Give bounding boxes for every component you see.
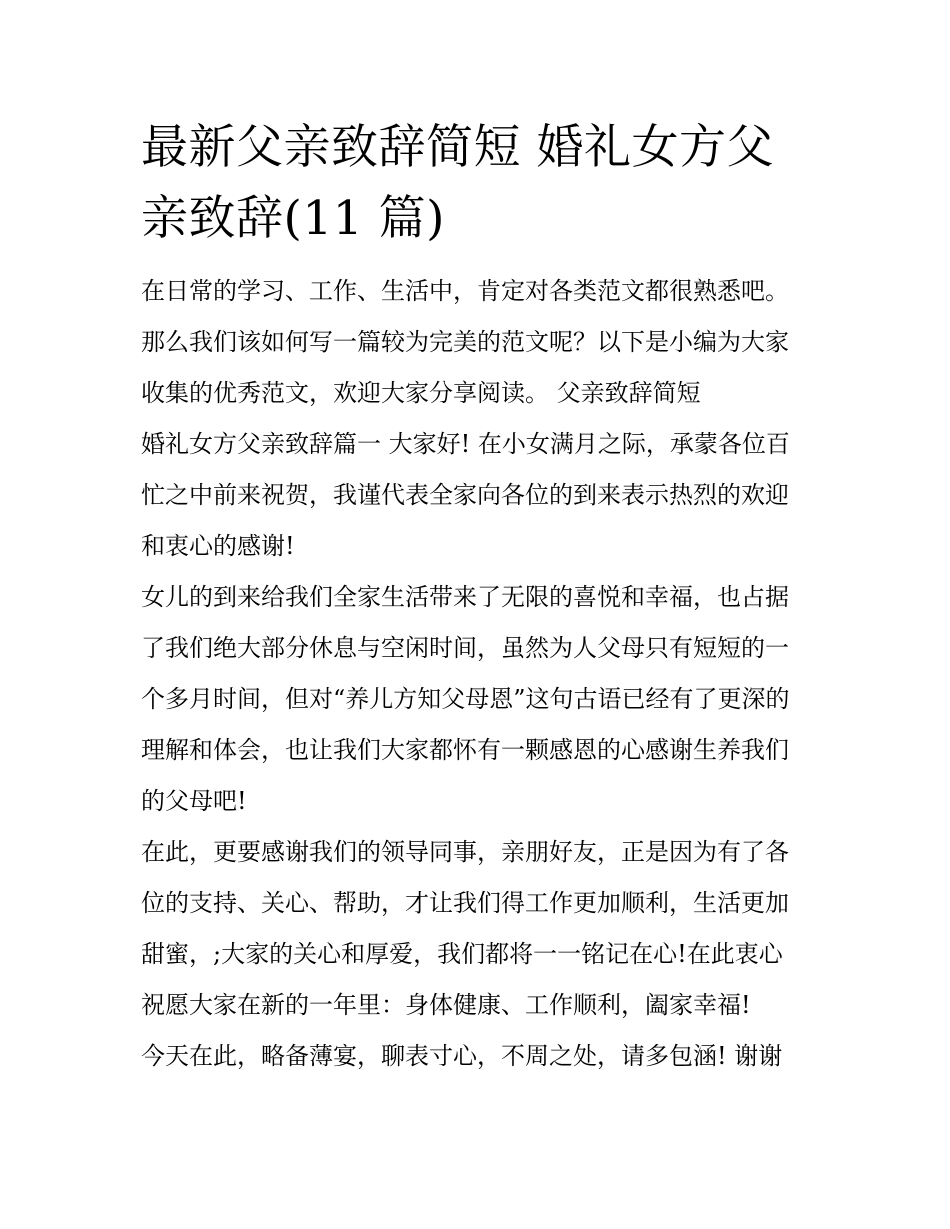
text-line: 位的支持、关心、帮助，才让我们得工作更加顺利，生活更加 bbox=[141, 889, 789, 917]
text-line: 了我们绝大部分休息与空闲时间，虽然为人父母只有短短的一 bbox=[141, 634, 789, 662]
text-line: 忙之中前来祝贺，我谨代表全家向各位的到来表示热烈的欢迎 bbox=[141, 481, 789, 509]
text-line: 甜蜜，;大家的关心和厚爱，我们都将一一铭记在心!在此衷心 bbox=[141, 940, 783, 968]
text-line: 祝愿大家在新的一年里：身体健康、工作顺利，阖家幸福! bbox=[141, 991, 751, 1019]
paragraph-greeting bbox=[141, 419, 813, 572]
text-line: 今天在此，略备薄宴，聊表寸心，不周之处，请多包涵! 谢谢 bbox=[141, 1042, 783, 1070]
title-spacer bbox=[141, 254, 813, 266]
text-line: 个多月时间，但对“养儿方知父母恩”这句古语已经有了更深的 bbox=[141, 685, 790, 713]
paragraph-closing bbox=[141, 1031, 813, 1082]
text-line: 那么我们该如何写一篇较为完美的范文呢？以下是小编为大家 bbox=[141, 328, 789, 356]
paragraph-daughter bbox=[141, 572, 813, 827]
paragraph-thanks bbox=[141, 827, 813, 1031]
paragraph-intro bbox=[141, 266, 813, 419]
title-line: 亲致辞(11 篇) bbox=[141, 191, 445, 246]
document-body bbox=[141, 112, 813, 1082]
document-title bbox=[141, 112, 813, 254]
text-line: 的父母吧! bbox=[141, 787, 247, 815]
text-line: 收集的优秀范文，欢迎大家分享阅读。 父亲致辞简短 bbox=[141, 379, 701, 407]
text-line: 女儿的到来给我们全家生活带来了无限的喜悦和幸福，也占据 bbox=[141, 583, 789, 611]
text-line: 和衷心的感谢! bbox=[141, 532, 295, 560]
text-line: 在日常的学习、工作、生活中，肯定对各类范文都很熟悉吧。 bbox=[141, 277, 789, 305]
title-line: 最新父亲致辞简短 婚礼女方父 bbox=[141, 120, 774, 175]
text-line: 在此，更要感谢我们的领导同事，亲朋好友，正是因为有了各 bbox=[141, 838, 789, 866]
text-line: 理解和体会，也让我们大家都怀有一颗感恩的心感谢生养我们 bbox=[141, 736, 789, 764]
text-line: 婚礼女方父亲致辞篇一 大家好! 在小女满月之际，承蒙各位百 bbox=[141, 430, 790, 458]
